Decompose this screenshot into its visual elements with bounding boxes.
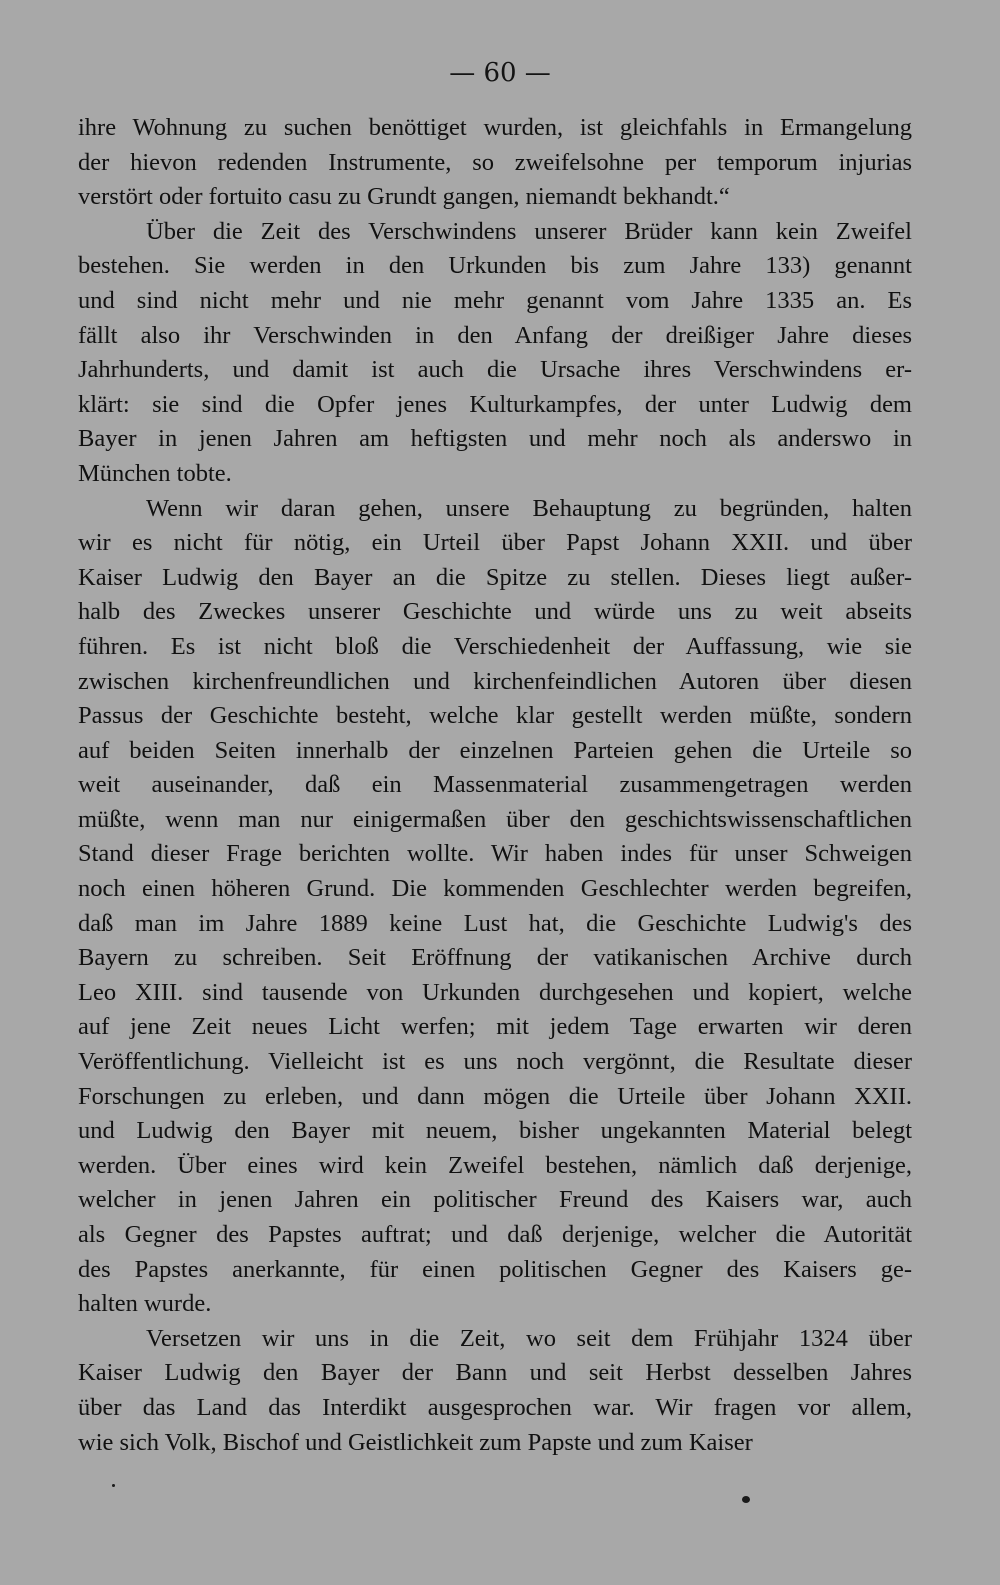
text-line: ihre Wohnung zu suchen benöttiget wurden, ist gleichfahls in Ermangelung	[78, 114, 912, 141]
text-line: werden. Über eines wird kein Zweifel bestehen, nämlich daß derjenige,	[78, 1151, 912, 1179]
text-line: Bayern zu schreiben. Seit Eröffnung der vatikanischen Archive durch	[78, 944, 912, 972]
text-line: Kaiser Ludwig den Bayer der Bann und seit Herbst desselben Jahres	[78, 1359, 912, 1387]
paragraph	[78, 111, 912, 215]
text-line: München tobte.	[78, 459, 232, 487]
text-line: verstört oder fortuito casu zu Grundt gangen, niemandt bekhandt.“	[78, 183, 730, 211]
text-line: weit auseinander, daß ein Massenmaterial zusammengetragen werden	[78, 771, 912, 799]
paragraph	[78, 1322, 912, 1460]
text-line: halb des Zweckes unserer Geschichte und würde uns zu weit abseits	[78, 598, 912, 626]
page-number: — 60 —	[449, 58, 551, 88]
text-line: Passus der Geschichte besteht, welche klar gestellt werden müßte, sondern	[78, 702, 912, 730]
text-line: halten wurde.	[78, 1290, 212, 1318]
text-line: wie sich Volk, Bischof und Geistlichkeit zum Papste und zum Kaiser	[78, 1428, 753, 1456]
text-line: daß man im Jahre 1889 keine Lust hat, die Geschichte Ludwig's des	[78, 909, 912, 937]
paragraph	[78, 492, 912, 1322]
text-line: führen. Es ist nicht bloß die Verschiedenheit der Auffassung, wie sie	[78, 632, 912, 660]
text-line: Versetzen wir uns in die Zeit, wo seit dem Frühjahr 1324 über	[146, 1324, 912, 1352]
text-line: Über die Zeit des Verschwindens unserer Brüder kann kein Zweifel	[146, 217, 912, 245]
text-line: Jahrhunderts, und damit ist auch die Ursache ihres Verschwindens er-	[78, 356, 912, 384]
text-line: bestehen. Sie werden in den Urkunden bis zum Jahre 133) genannt	[78, 252, 912, 280]
text-line: auf jene Zeit neues Licht werfen; mit jedem Tage erwarten wir deren	[78, 1013, 912, 1041]
paragraph	[78, 215, 912, 492]
text-line: klärt: sie sind die Opfer jenes Kulturkampfes, der unter Ludwig dem	[78, 390, 912, 418]
text-line: müßte, wenn man nur einigermaßen über den geschichtswissenschaftlichen	[78, 805, 912, 833]
ink-speck	[112, 1484, 115, 1487]
text-line: Stand dieser Frage berichten wollte. Wir haben indes für unser Schweigen	[78, 840, 912, 868]
text-line: Forschungen zu erleben, und dann mögen die Urteile über Johann XXII.	[78, 1082, 912, 1110]
text-line: Bayer in jenen Jahren am heftigsten und mehr noch als anderswo in	[78, 425, 912, 453]
text-line: und Ludwig den Bayer mit neuem, bisher ungekannten Material belegt	[78, 1117, 912, 1145]
text-line: der hievon redenden Instrumente, so zweifelsohne per temporum injurias	[78, 148, 912, 176]
text-line: Wenn wir daran gehen, unsere Behauptung zu begründen, halten	[146, 494, 912, 522]
text-line: welcher in jenen Jahren ein politischer Freund des Kaisers war, auch	[78, 1186, 912, 1214]
text-line: fällt also ihr Verschwinden in den Anfang der dreißiger Jahre dieses	[78, 321, 912, 349]
text-line: Veröffentlichung. Vielleicht ist es uns noch vergönnt, die Resultate dieser	[78, 1048, 912, 1076]
body-text	[78, 111, 912, 1460]
text-line: Leo XIII. sind tausende von Urkunden durchgesehen und kopiert, welche	[78, 978, 912, 1006]
ink-speck	[742, 1496, 750, 1503]
text-line: auf beiden Seiten innerhalb der einzelnen Parteien gehen die Urteile so	[78, 736, 912, 764]
text-line: und sind nicht mehr und nie mehr genannt vom Jahre 1335 an. Es	[78, 286, 912, 314]
text-line: wir es nicht für nötig, ein Urteil über Papst Johann XXII. und über	[78, 529, 912, 557]
text-line: als Gegner des Papstes auftrat; und daß derjenige, welcher die Autorität	[78, 1221, 912, 1248]
text-line: noch einen höheren Grund. Die kommenden Geschlechter werden begreifen,	[78, 875, 912, 903]
text-line: über das Land das Interdikt ausgesprochen war. Wir fragen vor allem,	[78, 1393, 912, 1421]
text-line: Kaiser Ludwig den Bayer an die Spitze zu stellen. Dieses liegt außer-	[78, 563, 912, 591]
text-line: zwischen kirchenfreundlichen und kirchenfeindlichen Autoren über diesen	[78, 667, 912, 695]
text-line: des Papstes anerkannte, für einen politischen Gegner des Kaisers ge-	[78, 1255, 912, 1283]
